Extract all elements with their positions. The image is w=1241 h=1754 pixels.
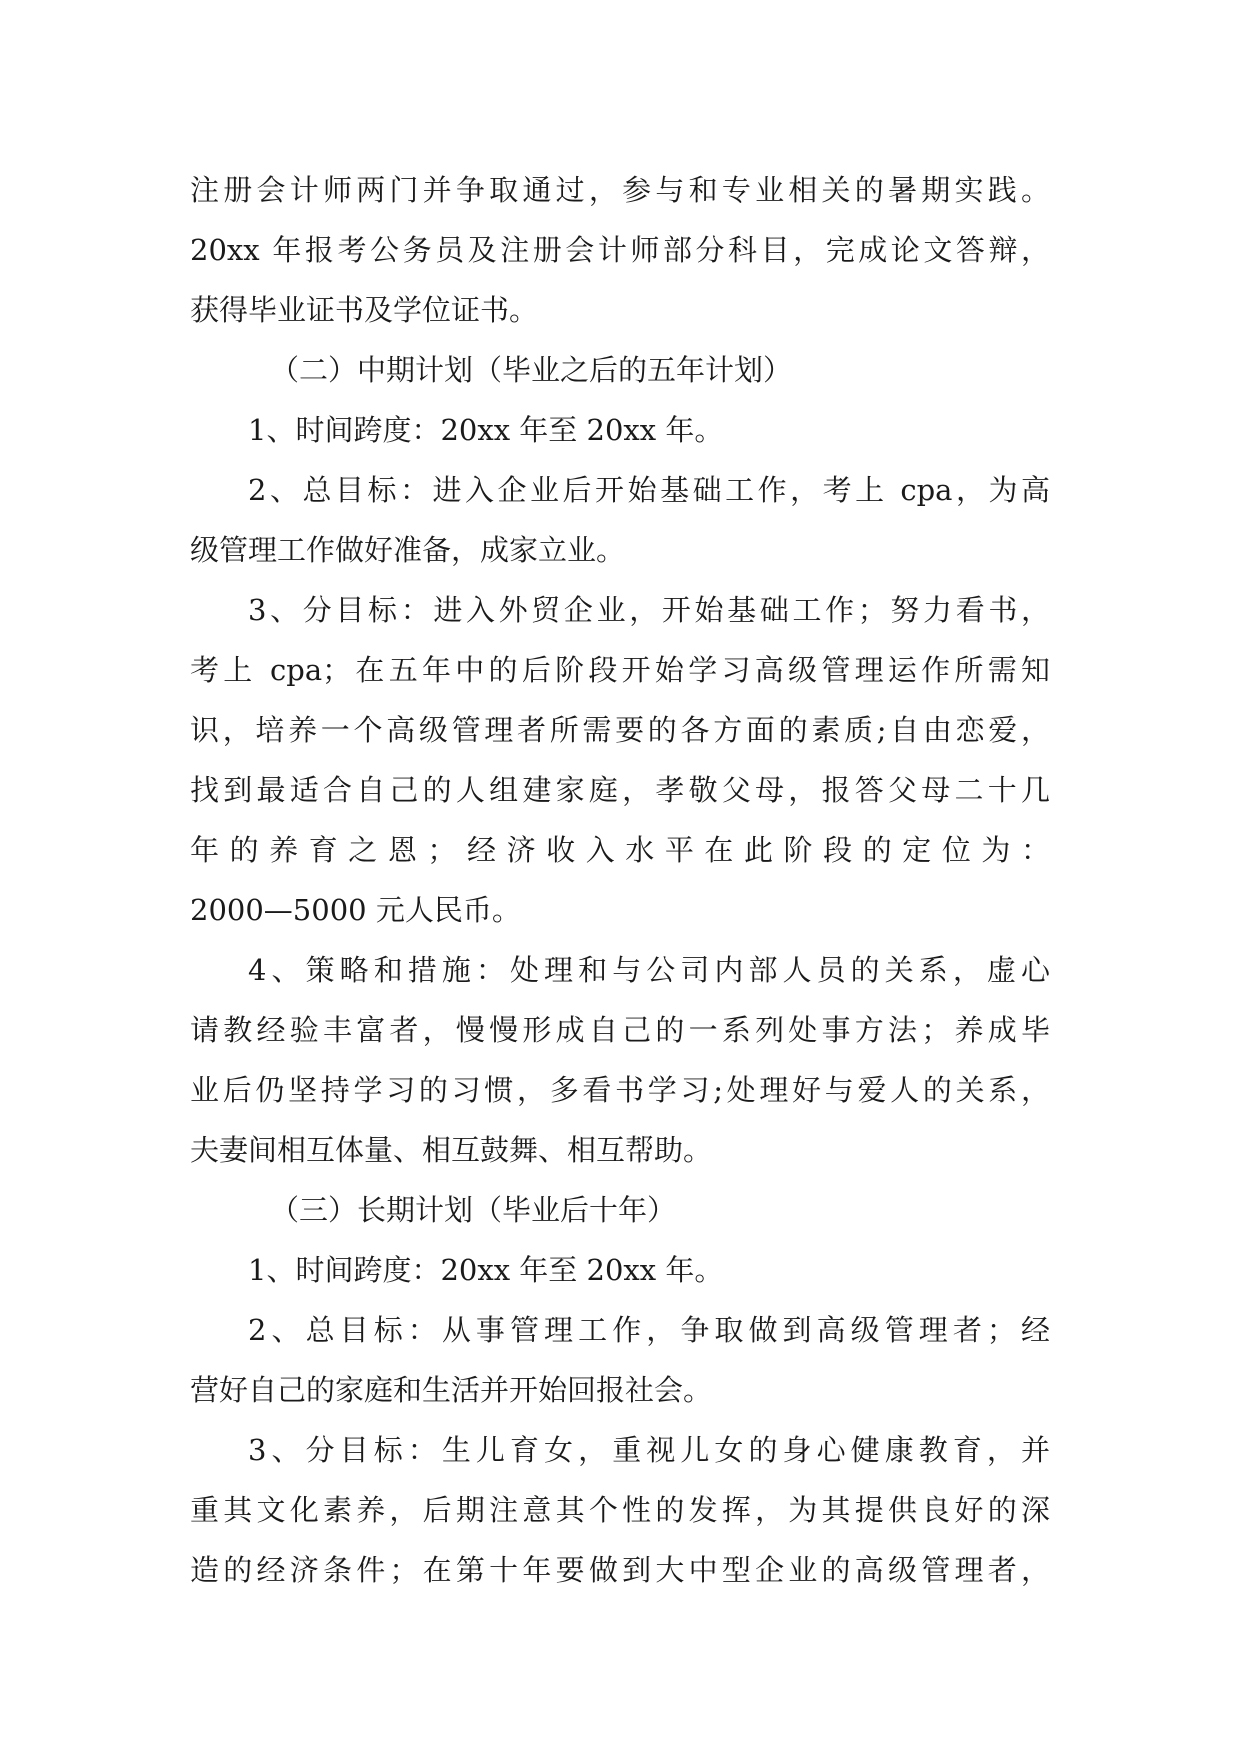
heading-text: （三）长期计划（毕业后十年）	[270, 1193, 677, 1227]
text-line: 业后仍坚持学习的习惯，多看书学习;处理好与爱人的关系，	[190, 1073, 1050, 1107]
text-line: 2、总目标：进入企业后开始基础工作，考上 cpa，为高	[248, 473, 1050, 507]
text-line: 2000—5000 元人民币。	[190, 893, 521, 927]
paragraph-long-overall-goal	[190, 1300, 1050, 1420]
text-line: 20xx 年报考公务员及注册会计师部分科目，完成论文答辩，	[190, 233, 1050, 267]
paragraph-mid-sub-goals	[190, 580, 1050, 940]
text-line: 造的经济条件；在第十年要做到大中型企业的高级管理者，	[190, 1553, 1050, 1587]
text-line: 识，培养一个高级管理者所需要的各方面的素质;自由恋爱，	[190, 713, 1050, 747]
text-line: 2、总目标：从事管理工作，争取做到高级管理者；经	[248, 1313, 1050, 1347]
text-line: 注册会计师两门并争取通过，参与和专业相关的暑期实践。	[190, 173, 1050, 207]
text-line: 夫妻间相互体量、相互鼓舞、相互帮助。	[190, 1133, 713, 1167]
document-body	[190, 160, 1050, 1600]
text-line: 请教经验丰富者，慢慢形成自己的一系列处事方法；养成毕	[190, 1013, 1050, 1047]
text-line: 3、分目标：进入外贸企业，开始基础工作；努力看书，	[248, 593, 1050, 627]
text-line: 重其文化素养，后期注意其个性的发挥，为其提供良好的深	[190, 1493, 1050, 1527]
heading-text: （二）中期计划（毕业之后的五年计划）	[270, 353, 793, 387]
paragraph-long-time-span	[190, 1240, 1050, 1300]
text-line: 年的养育之恩；经济收入水平在此阶段的定位为：	[190, 833, 1050, 867]
text-line: 级管理工作做好准备，成家立业。	[190, 533, 626, 567]
text-line: 1、时间跨度：20xx 年至 20xx 年。	[248, 1253, 724, 1287]
text-line: 考上 cpa；在五年中的后阶段开始学习高级管理运作所需知	[190, 653, 1050, 687]
text-line: 4、策略和措施：处理和与公司内部人员的关系，虚心	[248, 953, 1050, 987]
section-heading-long-term	[190, 1180, 1050, 1240]
text-line: 1、时间跨度：20xx 年至 20xx 年。	[248, 413, 724, 447]
paragraph-long-sub-goals	[190, 1420, 1050, 1600]
text-line: 3、分目标：生儿育女，重视儿女的身心健康教育，并	[248, 1433, 1050, 1467]
text-line: 营好自己的家庭和生活并开始回报社会。	[190, 1373, 713, 1407]
section-heading-mid-term	[190, 340, 1050, 400]
paragraph-mid-time-span	[190, 400, 1050, 460]
paragraph-mid-strategy	[190, 940, 1050, 1180]
text-line: 找到最适合自己的人组建家庭，孝敬父母，报答父母二十几	[190, 773, 1050, 807]
text-line: 获得毕业证书及学位证书。	[190, 293, 539, 327]
paragraph-intro	[190, 160, 1050, 340]
paragraph-mid-overall-goal	[190, 460, 1050, 580]
